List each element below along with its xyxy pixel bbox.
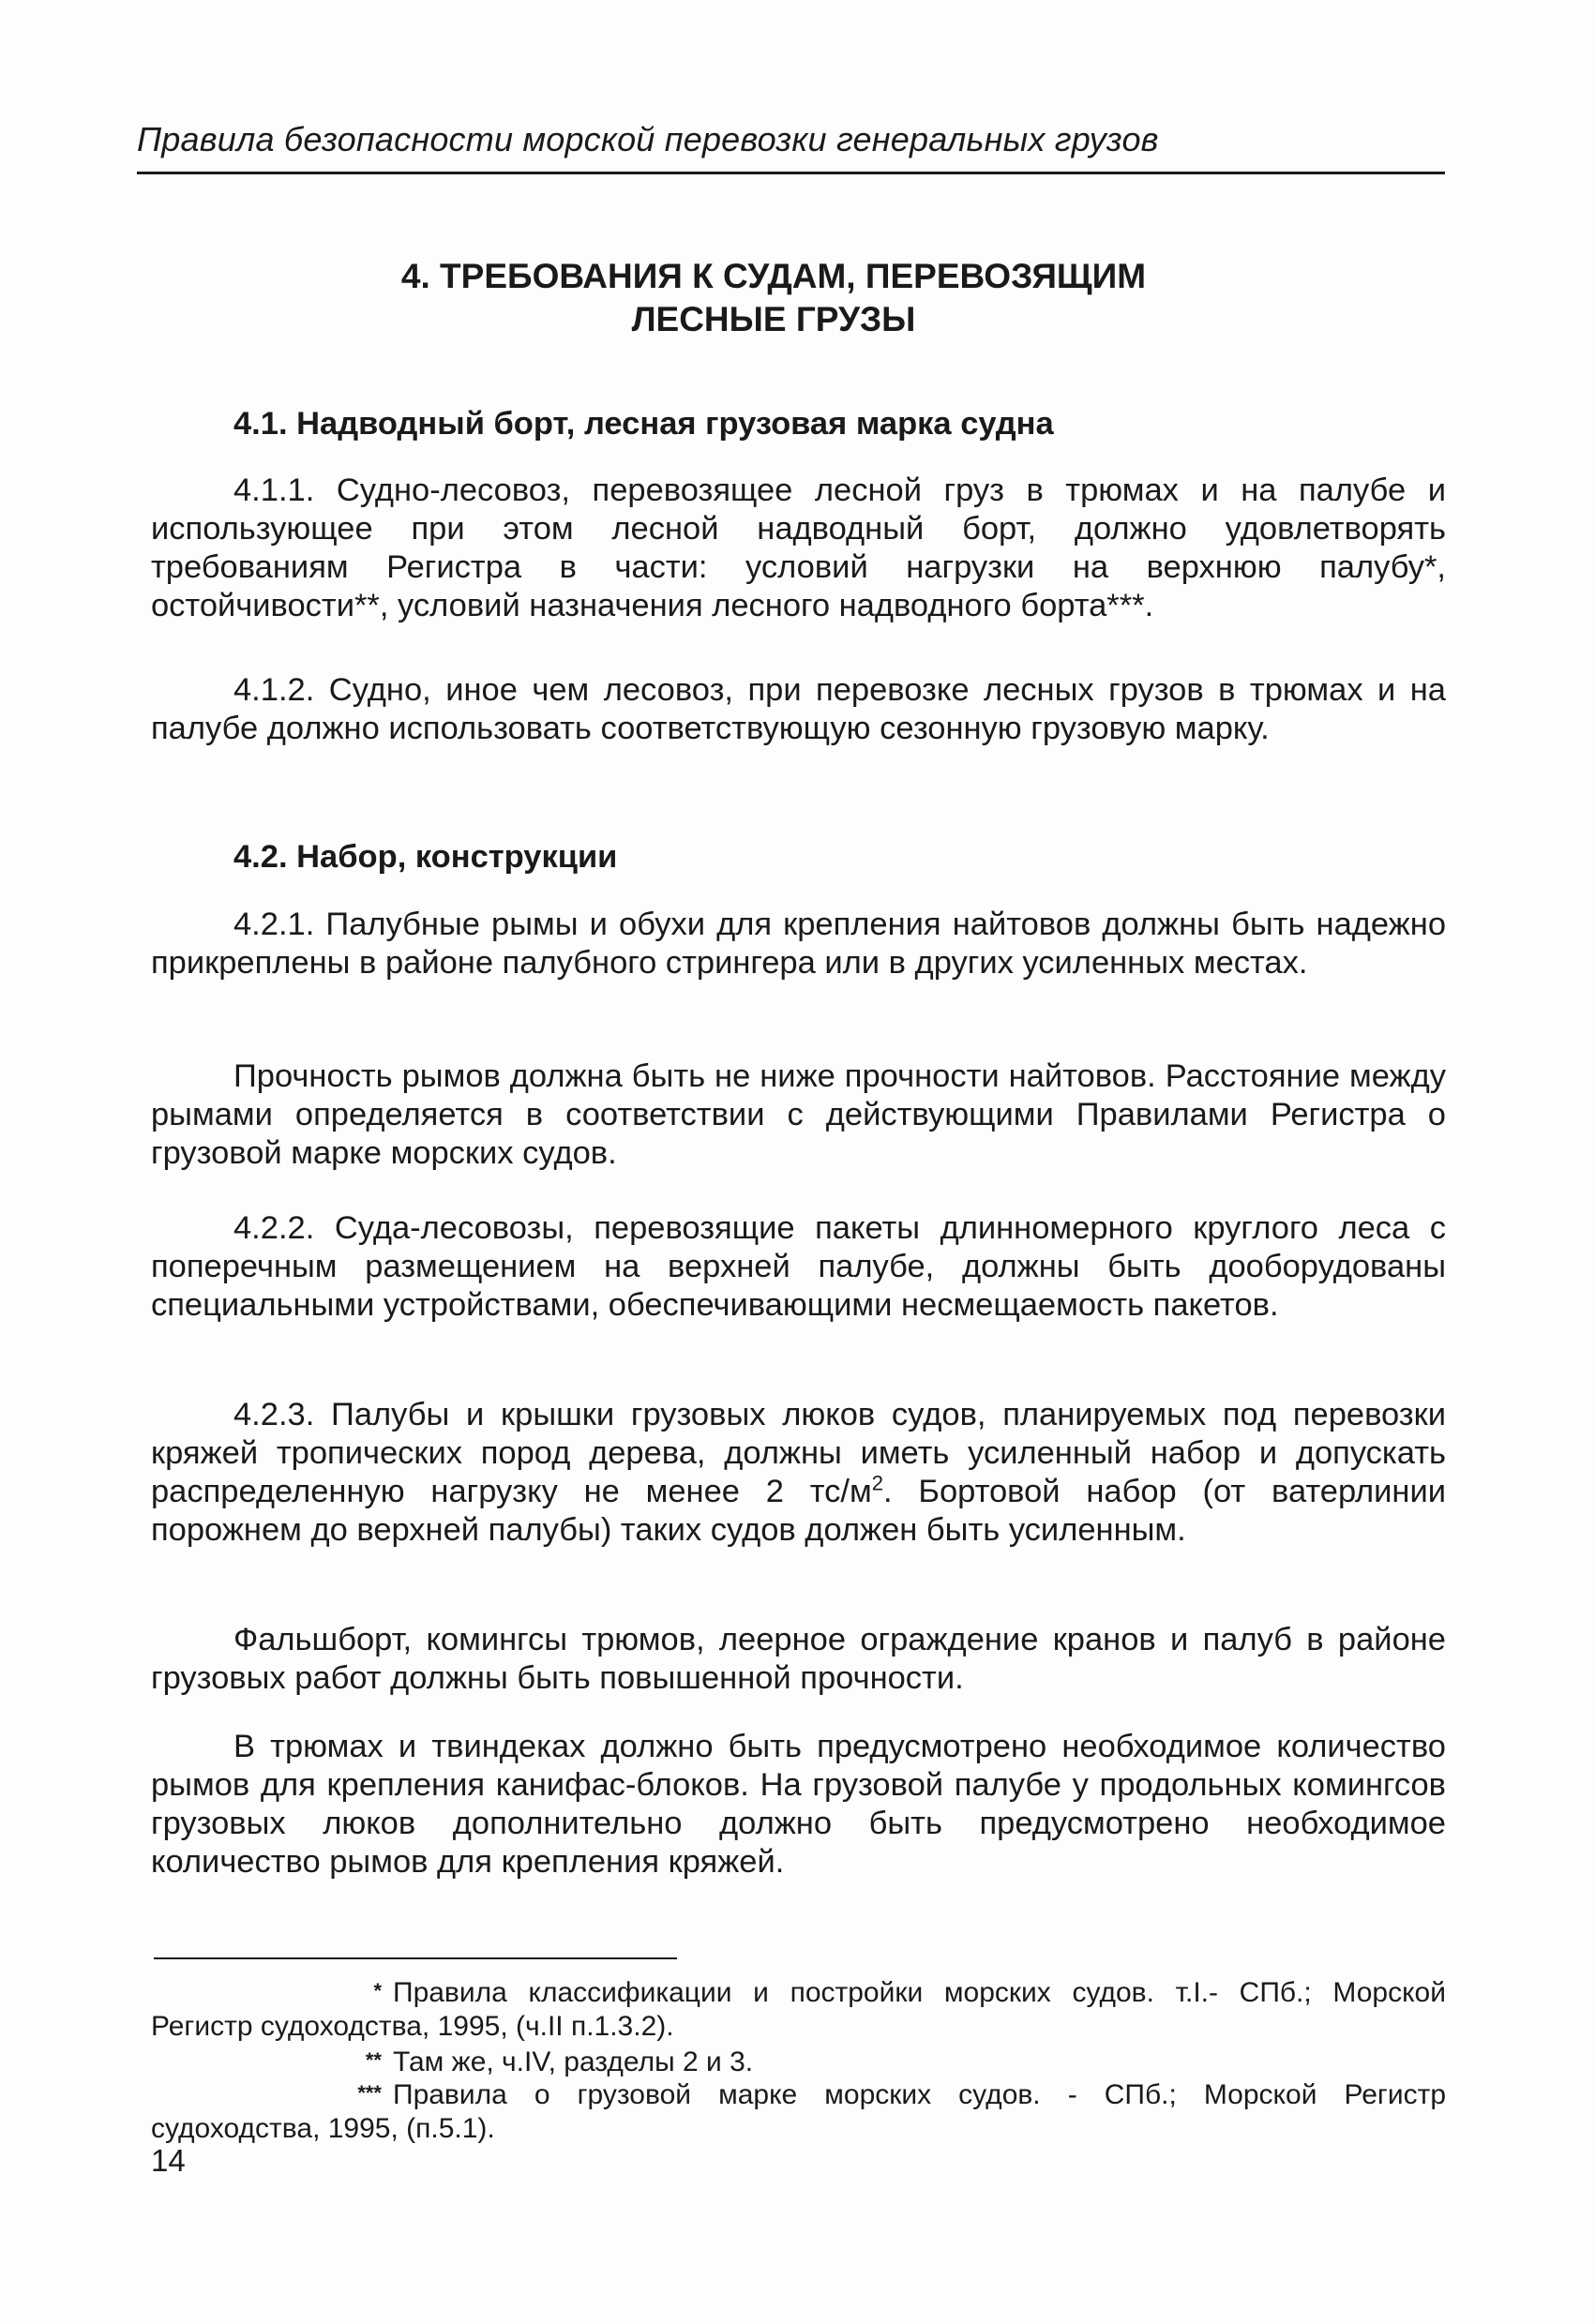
section-heading-4-2: 4.2. Набор, конструкции: [233, 839, 618, 875]
running-header: Правила безопасности морской перевозки генеральных грузов: [137, 120, 1159, 158]
footnote-3-marker: ***: [357, 2081, 382, 2105]
footnote-3-text: Правила о грузовой марке морских судов. - СПб.; Морской Регистр судоходства, 1995, (п.5.1).: [151, 2079, 1446, 2144]
paragraph-4-2-2: 4.2.2. Суда-лесовозы, перевозящие пакеты длинномерного круглого леса с поперечным размещением на верхней палубе, должны быть дооборудованы специальными устройствами, обеспечивающими несмещаемость пакетов.: [151, 1210, 1446, 1323]
footnote-2-text: Там же, ч.IV, разделы 2 и 3.: [393, 2047, 754, 2077]
footnote-1-marker: *: [373, 1979, 382, 2002]
superscript-2: 2: [871, 1471, 883, 1495]
paragraph-4-2-3-tail: . Бортовой набор (от ватерлинии порожнем до верхней палубы) таких судов должен быть усиленным.: [151, 1474, 1446, 1548]
footnote-2: [151, 2044, 1446, 2079]
footnote-2-marker: **: [365, 2048, 382, 2072]
chapter-title-line-2: ЛЕСНЫЕ ГРУЗЫ: [631, 300, 916, 338]
header-rule: [137, 172, 1445, 174]
paragraph-falshbort: Фальшборт, комингсы трюмов, леерное ограждение кранов и палуб в районе грузовых работ должны быть повышенной прочности.: [151, 1622, 1446, 1696]
footnote-3-indent: [151, 2079, 337, 2110]
chapter-title: [281, 255, 1266, 341]
paragraph-rym-strength: Прочность рымов должна быть не ниже прочности найтовов. Расстояние между рымами определяется в соответствии с действующими Правилами Регистра о грузовой марке морских судов.: [151, 1058, 1446, 1171]
footnote-1: [151, 1974, 1446, 2044]
footnote-2-indent: [151, 2047, 337, 2077]
paragraph-4-2-3: [151, 1396, 1446, 1550]
footnote-3: [151, 2077, 1446, 2146]
chapter-title-line-1: 4. ТРЕБОВАНИЯ К СУДАМ, ПЕРЕВОЗЯЩИМ: [400, 257, 1147, 295]
paragraph-tryumy: В трюмах и твиндеках должно быть предусмотрено необходимое количество рымов для крепления канифас-блоков. На грузовой палубе у продольных комингсов грузовых люков дополнительно должно быть предусмотрено необходимое количество рымов для крепления кряжей.: [151, 1729, 1446, 1880]
section-heading-4-1: 4.1. Надводный борт, лесная грузовая марка судна: [233, 406, 1054, 442]
paragraph-4-2-3-text: 4.2.3. Палубы и крышки грузовых люков судов, планируемых под перевозки кряжей тропических пород дерева, должны иметь усиленный набор и допускать распределенную нагрузку не менее 2 тс/м: [151, 1397, 1446, 1509]
footnote-1-indent: [151, 1977, 337, 2008]
paragraph-4-2-1: 4.2.1. Палубные рымы и обухи для крепления найтовов должны быть надежно прикреплены в районе палубного стрингера или в других усиленных местах.: [151, 907, 1446, 981]
paragraph-4-1-2: 4.1.2. Судно, иное чем лесовоз, при перевозке лесных грузов в трюмах и на палубе должно использовать соответствующую сезонную грузовую марку.: [151, 672, 1446, 746]
footnote-separator: [154, 1957, 677, 1959]
page-number: 14: [151, 2143, 186, 2178]
paragraph-4-1-1: 4.1.1. Судно-лесовоз, перевозящее лесной груз в трюмах и на палубе и использующее при этом лесной надводный борт, должно удовлетворять требованиям Регистра в части: условий нагрузки на верхнюю палубу*, остойчивости**, условий назначения лесного надводного борта***.: [151, 472, 1446, 623]
footnote-1-text: Правила классификации и постройки морских судов. т.I.- СПб.; Морской Регистр судоходства, 1995, (ч.II п.1.3.2).: [151, 1977, 1446, 2042]
